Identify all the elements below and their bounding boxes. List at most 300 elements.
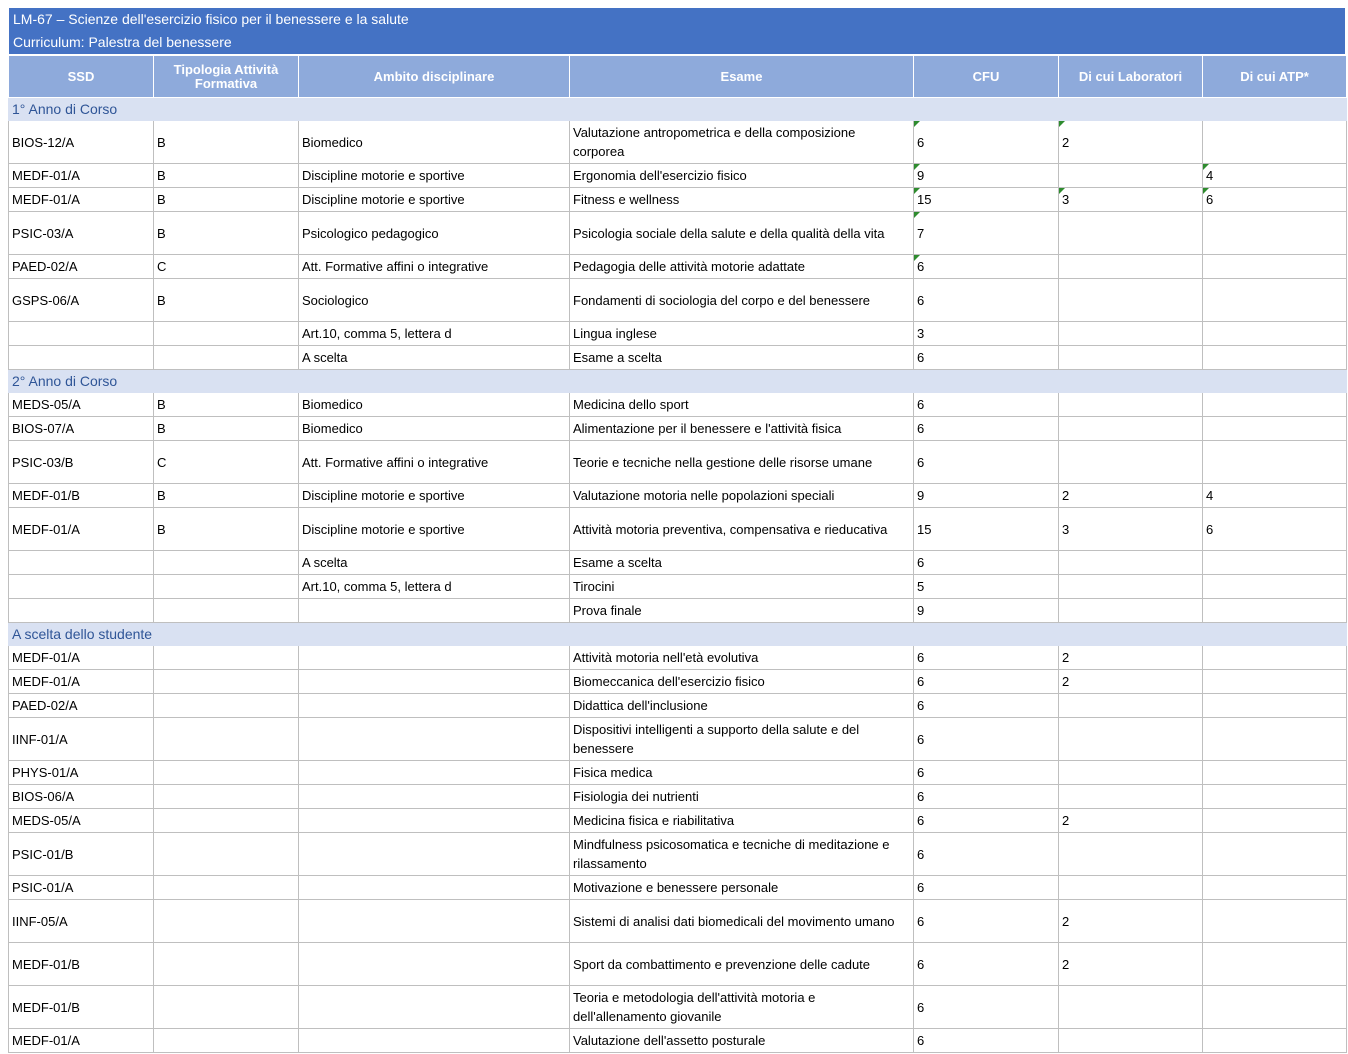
cfu-cell[interactable]: [914, 599, 1059, 623]
ssd-cell[interactable]: [9, 809, 154, 833]
esame-value: Valutazione antropometrica e della composizione corporea: [573, 125, 856, 159]
ambito-value: Att. Formative affini o integrative: [302, 259, 489, 274]
ambito-cell[interactable]: [299, 164, 570, 188]
ssd-cell[interactable]: [9, 599, 154, 623]
atp-cell[interactable]: [1203, 121, 1347, 164]
sheet-title: LM-67 – Scienze dell'esercizio fisico per il benessere e la salute: [13, 11, 409, 27]
tipologia-value: B: [157, 488, 166, 503]
ambito-value: Discipline motorie e sportive: [302, 521, 465, 537]
atp-cell[interactable]: [1203, 441, 1347, 484]
atp-cell[interactable]: [1203, 212, 1347, 255]
esame-cell[interactable]: [570, 809, 914, 833]
atp-cell[interactable]: [1203, 694, 1347, 718]
table-row: [9, 833, 1347, 876]
atp-cell[interactable]: [1203, 575, 1347, 599]
table-row: [9, 718, 1347, 761]
cfu-value: 6: [917, 731, 925, 747]
header-row: [9, 56, 1347, 98]
header-cfu[interactable]: CFU: [914, 56, 1059, 98]
tipologia-cell[interactable]: [154, 484, 299, 508]
laboratori-cell[interactable]: [1059, 212, 1203, 255]
ambito-cell[interactable]: [299, 575, 570, 599]
laboratori-cell[interactable]: [1059, 417, 1203, 441]
ambito-cell[interactable]: [299, 900, 570, 943]
atp-cell[interactable]: [1203, 599, 1347, 623]
tipologia-cell[interactable]: [154, 1029, 299, 1053]
esame-cell[interactable]: [570, 121, 914, 164]
ambito-cell[interactable]: [299, 833, 570, 876]
ssd-cell[interactable]: [9, 484, 154, 508]
ambito-value: Psicologico pedagogico: [302, 225, 439, 241]
laboratori-cell[interactable]: [1059, 646, 1203, 670]
cfu-cell[interactable]: [914, 508, 1059, 551]
laboratori-value: 2: [1062, 650, 1070, 665]
laboratori-cell[interactable]: [1059, 761, 1203, 785]
cfu-cell[interactable]: [914, 646, 1059, 670]
cfu-cell[interactable]: [914, 441, 1059, 484]
cfu-cell[interactable]: [914, 346, 1059, 370]
tipologia-cell[interactable]: [154, 785, 299, 809]
ambito-value: Discipline motorie e sportive: [302, 192, 465, 207]
tipologia-cell[interactable]: [154, 646, 299, 670]
tipologia-cell[interactable]: [154, 164, 299, 188]
ssd-value: PSIC-01/A: [12, 880, 74, 895]
ssd-cell[interactable]: [9, 121, 154, 164]
atp-cell[interactable]: [1203, 484, 1347, 508]
cfu-cell[interactable]: [914, 188, 1059, 212]
cfu-cell[interactable]: [914, 986, 1059, 1029]
cfu-cell[interactable]: [914, 1029, 1059, 1053]
comment-indicator-icon[interactable]: [914, 255, 920, 261]
esame-cell[interactable]: [570, 188, 914, 212]
esame-cell[interactable]: [570, 761, 914, 785]
ambito-cell[interactable]: [299, 694, 570, 718]
header-laboratori[interactable]: Di cui Laboratori: [1059, 56, 1203, 98]
ambito-value: Art.10, comma 5, lettera d: [302, 326, 452, 341]
esame-value: Esame a scelta: [573, 350, 662, 365]
laboratori-value: 2: [1062, 813, 1070, 828]
tipologia-value: B: [157, 168, 166, 183]
ssd-cell[interactable]: [9, 1029, 154, 1053]
esame-cell[interactable]: [570, 417, 914, 441]
comment-indicator-icon[interactable]: [914, 188, 920, 194]
ssd-value: MEDF-01/B: [12, 999, 80, 1015]
ssd-cell[interactable]: [9, 551, 154, 575]
ambito-cell[interactable]: [299, 809, 570, 833]
esame-value: Pedagogia delle attività motorie adattate: [573, 259, 805, 274]
ssd-cell[interactable]: [9, 833, 154, 876]
cfu-value: 6: [917, 1033, 925, 1048]
laboratori-cell[interactable]: [1059, 393, 1203, 417]
atp-cell[interactable]: [1203, 670, 1347, 694]
table-row: [9, 322, 1347, 346]
cfu-cell[interactable]: [914, 121, 1059, 164]
cfu-cell[interactable]: [914, 279, 1059, 322]
esame-cell[interactable]: [570, 599, 914, 623]
atp-cell[interactable]: [1203, 943, 1347, 986]
tipologia-cell[interactable]: [154, 121, 299, 164]
esame-value: Tirocini: [573, 579, 615, 594]
cfu-cell[interactable]: [914, 833, 1059, 876]
comment-indicator-icon[interactable]: [1203, 188, 1209, 194]
esame-cell[interactable]: [570, 279, 914, 322]
cfu-cell[interactable]: [914, 551, 1059, 575]
esame-cell[interactable]: [570, 551, 914, 575]
ssd-cell[interactable]: [9, 255, 154, 279]
table-row: [9, 670, 1347, 694]
table-row: [9, 761, 1347, 785]
section-row: [9, 623, 1347, 646]
ambito-cell[interactable]: [299, 876, 570, 900]
ambito-cell[interactable]: [299, 188, 570, 212]
esame-cell[interactable]: [570, 646, 914, 670]
ssd-cell[interactable]: [9, 393, 154, 417]
table-row: [9, 508, 1347, 551]
ssd-cell[interactable]: [9, 164, 154, 188]
atp-cell[interactable]: [1203, 785, 1347, 809]
header-ssd[interactable]: SSD: [9, 56, 154, 98]
laboratori-cell[interactable]: [1059, 785, 1203, 809]
laboratori-cell[interactable]: [1059, 255, 1203, 279]
atp-cell[interactable]: [1203, 551, 1347, 575]
cfu-value: 6: [917, 650, 925, 665]
ssd-value: MEDF-01/A: [12, 192, 80, 207]
ssd-cell[interactable]: [9, 694, 154, 718]
atp-cell[interactable]: [1203, 393, 1347, 417]
cfu-cell[interactable]: [914, 761, 1059, 785]
tipologia-cell[interactable]: [154, 322, 299, 346]
laboratori-cell[interactable]: [1059, 484, 1203, 508]
tipologia-cell[interactable]: [154, 833, 299, 876]
esame-value: Sport da combattimento e prevenzione delle cadute: [573, 956, 871, 972]
laboratori-cell[interactable]: [1059, 188, 1203, 212]
ssd-cell[interactable]: [9, 876, 154, 900]
cfu-cell[interactable]: [914, 900, 1059, 943]
ambito-cell[interactable]: [299, 599, 570, 623]
ambito-cell[interactable]: [299, 121, 570, 164]
table-row: [9, 785, 1347, 809]
section-label[interactable]: 2° Anno di Corso: [9, 370, 1347, 393]
ambito-cell[interactable]: [299, 322, 570, 346]
esame-cell[interactable]: [570, 212, 914, 255]
cfu-cell[interactable]: [914, 670, 1059, 694]
ambito-cell[interactable]: [299, 986, 570, 1029]
laboratori-cell[interactable]: [1059, 575, 1203, 599]
ambito-value: Att. Formative affini o integrative: [302, 454, 489, 470]
laboratori-cell[interactable]: [1059, 551, 1203, 575]
header-tipologia[interactable]: Tipologia Attività Formativa: [154, 56, 299, 98]
cfu-cell[interactable]: [914, 575, 1059, 599]
atp-cell[interactable]: [1203, 322, 1347, 346]
ssd-cell[interactable]: [9, 785, 154, 809]
tipologia-cell[interactable]: [154, 188, 299, 212]
table-row: [9, 943, 1347, 986]
esame-value: Teoria e metodologia dell'attività motoria e dell'allenamento giovanile: [573, 990, 816, 1024]
atp-cell[interactable]: [1203, 761, 1347, 785]
section-label[interactable]: 1° Anno di Corso: [9, 98, 1347, 121]
tipologia-cell[interactable]: [154, 393, 299, 417]
tipologia-value: B: [157, 134, 166, 150]
laboratori-cell[interactable]: [1059, 599, 1203, 623]
ssd-cell[interactable]: [9, 943, 154, 986]
tipologia-cell[interactable]: [154, 346, 299, 370]
esame-cell[interactable]: [570, 1029, 914, 1053]
ssd-cell[interactable]: [9, 900, 154, 943]
esame-cell[interactable]: [570, 986, 914, 1029]
comment-indicator-icon[interactable]: [914, 164, 920, 170]
atp-cell[interactable]: [1203, 346, 1347, 370]
cfu-cell[interactable]: [914, 809, 1059, 833]
ambito-cell[interactable]: [299, 346, 570, 370]
ambito-cell[interactable]: [299, 646, 570, 670]
comment-indicator-icon[interactable]: [914, 121, 920, 127]
ssd-cell[interactable]: [9, 761, 154, 785]
cfu-cell[interactable]: [914, 694, 1059, 718]
cfu-cell[interactable]: [914, 876, 1059, 900]
ssd-cell[interactable]: [9, 441, 154, 484]
table-row: [9, 188, 1347, 212]
laboratori-cell[interactable]: [1059, 164, 1203, 188]
cfu-value: 6: [917, 956, 925, 972]
ssd-value: MEDF-01/B: [12, 488, 80, 503]
atp-cell[interactable]: [1203, 646, 1347, 670]
esame-cell[interactable]: [570, 900, 914, 943]
atp-cell[interactable]: [1203, 718, 1347, 761]
esame-cell[interactable]: [570, 441, 914, 484]
tipologia-value: B: [157, 421, 166, 436]
esame-value: Psicologia sociale della salute e della qualità della vita: [573, 225, 885, 241]
ssd-cell[interactable]: [9, 986, 154, 1029]
cfu-value: 6: [917, 913, 925, 929]
tipologia-cell[interactable]: [154, 212, 299, 255]
ssd-cell[interactable]: [9, 279, 154, 322]
ambito-cell[interactable]: [299, 718, 570, 761]
ssd-cell[interactable]: [9, 322, 154, 346]
laboratori-cell[interactable]: [1059, 876, 1203, 900]
tipologia-cell[interactable]: [154, 694, 299, 718]
header-ambito[interactable]: Ambito disciplinare: [299, 56, 570, 98]
cfu-value: 6: [917, 350, 925, 365]
ssd-cell[interactable]: [9, 718, 154, 761]
atp-cell[interactable]: [1203, 833, 1347, 876]
ambito-cell[interactable]: [299, 393, 570, 417]
ambito-cell[interactable]: [299, 212, 570, 255]
cfu-cell[interactable]: [914, 785, 1059, 809]
cfu-value: 3: [917, 326, 925, 341]
cfu-value: 6: [917, 880, 925, 895]
ssd-cell[interactable]: [9, 670, 154, 694]
ssd-value: MEDF-01/A: [12, 674, 80, 689]
tipologia-cell[interactable]: [154, 279, 299, 322]
cfu-cell[interactable]: [914, 417, 1059, 441]
tipologia-cell[interactable]: [154, 551, 299, 575]
atp-cell[interactable]: [1203, 508, 1347, 551]
esame-cell[interactable]: [570, 164, 914, 188]
tipologia-cell[interactable]: [154, 441, 299, 484]
ambito-value: Discipline motorie e sportive: [302, 488, 465, 503]
comment-indicator-icon[interactable]: [1059, 188, 1065, 194]
header-esame[interactable]: Esame: [570, 56, 914, 98]
cfu-cell[interactable]: [914, 322, 1059, 346]
ambito-value: A scelta: [302, 350, 348, 365]
tipologia-cell[interactable]: [154, 255, 299, 279]
esame-cell[interactable]: [570, 833, 914, 876]
esame-cell[interactable]: [570, 876, 914, 900]
cfu-cell[interactable]: [914, 393, 1059, 417]
cfu-cell[interactable]: [914, 943, 1059, 986]
atp-cell[interactable]: [1203, 900, 1347, 943]
ssd-cell[interactable]: [9, 575, 154, 599]
cfu-value: 6: [917, 421, 925, 436]
laboratori-value: 2: [1062, 913, 1070, 929]
esame-cell[interactable]: [570, 255, 914, 279]
tipologia-cell[interactable]: [154, 809, 299, 833]
atp-value: 6: [1206, 521, 1214, 537]
esame-value: Fisica medica: [573, 765, 653, 780]
tipologia-value: B: [157, 292, 166, 308]
esame-value: Motivazione e benessere personale: [573, 880, 779, 895]
spreadsheet: [8, 7, 1346, 1053]
ssd-cell[interactable]: [9, 417, 154, 441]
laboratori-cell[interactable]: [1059, 508, 1203, 551]
tipologia-cell[interactable]: [154, 718, 299, 761]
esame-cell[interactable]: [570, 718, 914, 761]
laboratori-cell[interactable]: [1059, 346, 1203, 370]
ambito-cell[interactable]: [299, 670, 570, 694]
laboratori-cell[interactable]: [1059, 694, 1203, 718]
ssd-cell[interactable]: [9, 188, 154, 212]
ssd-cell[interactable]: [9, 646, 154, 670]
cfu-cell[interactable]: [914, 255, 1059, 279]
cfu-cell[interactable]: [914, 212, 1059, 255]
ambito-value: Biomedico: [302, 134, 363, 150]
esame-cell[interactable]: [570, 785, 914, 809]
tipologia-cell[interactable]: [154, 986, 299, 1029]
laboratori-cell[interactable]: [1059, 441, 1203, 484]
laboratori-cell[interactable]: [1059, 809, 1203, 833]
atp-value: 6: [1206, 192, 1214, 207]
laboratori-cell[interactable]: [1059, 121, 1203, 164]
esame-cell[interactable]: [570, 346, 914, 370]
ambito-cell[interactable]: [299, 484, 570, 508]
laboratori-value: 2: [1062, 488, 1070, 503]
tipologia-cell[interactable]: [154, 599, 299, 623]
ssd-value: MEDS-05/A: [12, 813, 81, 828]
esame-cell[interactable]: [570, 943, 914, 986]
atp-cell[interactable]: [1203, 876, 1347, 900]
ambito-cell[interactable]: [299, 441, 570, 484]
esame-value: Attività motoria preventiva, compensativa e rieducativa: [573, 521, 888, 537]
tipologia-cell[interactable]: [154, 761, 299, 785]
esame-value: Ergonomia dell'esercizio fisico: [573, 168, 747, 183]
cfu-cell[interactable]: [914, 164, 1059, 188]
ambito-value: Sociologico: [302, 292, 369, 308]
laboratori-cell[interactable]: [1059, 322, 1203, 346]
ambito-cell[interactable]: [299, 279, 570, 322]
ambito-cell[interactable]: [299, 551, 570, 575]
atp-cell[interactable]: [1203, 164, 1347, 188]
laboratori-value: 3: [1062, 521, 1070, 537]
header-atp[interactable]: Di cui ATP*: [1203, 56, 1347, 98]
atp-cell[interactable]: [1203, 809, 1347, 833]
table-row: [9, 417, 1347, 441]
table-row: [9, 164, 1347, 188]
esame-cell[interactable]: [570, 484, 914, 508]
atp-value: 4: [1206, 488, 1214, 503]
esame-cell[interactable]: [570, 575, 914, 599]
ambito-cell[interactable]: [299, 417, 570, 441]
atp-cell[interactable]: [1203, 188, 1347, 212]
ambito-cell[interactable]: [299, 255, 570, 279]
ssd-value: PSIC-01/B: [12, 846, 74, 862]
tipologia-cell[interactable]: [154, 900, 299, 943]
laboratori-cell[interactable]: [1059, 943, 1203, 986]
tipologia-cell[interactable]: [154, 417, 299, 441]
table-row: [9, 484, 1347, 508]
comment-indicator-icon[interactable]: [1203, 164, 1209, 170]
cfu-value: 15: [917, 192, 932, 207]
esame-cell[interactable]: [570, 694, 914, 718]
laboratori-cell[interactable]: [1059, 833, 1203, 876]
cfu-value: 9: [917, 488, 925, 503]
cfu-value: 6: [917, 999, 925, 1015]
cfu-cell[interactable]: [914, 718, 1059, 761]
laboratori-cell[interactable]: [1059, 900, 1203, 943]
esame-value: Sistemi di analisi dati biomedicali del movimento umano: [573, 913, 895, 929]
table-row: [9, 212, 1347, 255]
ssd-value: PAED-02/A: [12, 698, 78, 713]
ssd-value: IINF-01/A: [12, 731, 68, 747]
tipologia-cell[interactable]: [154, 876, 299, 900]
tipologia-cell[interactable]: [154, 508, 299, 551]
comment-indicator-icon[interactable]: [914, 212, 920, 218]
ssd-cell[interactable]: [9, 508, 154, 551]
tipologia-cell[interactable]: [154, 943, 299, 986]
ambito-cell[interactable]: [299, 943, 570, 986]
atp-cell[interactable]: [1203, 279, 1347, 322]
esame-cell[interactable]: [570, 393, 914, 417]
esame-cell[interactable]: [570, 670, 914, 694]
laboratori-cell[interactable]: [1059, 986, 1203, 1029]
section-label[interactable]: A scelta dello studente: [9, 623, 1347, 646]
comment-indicator-icon[interactable]: [1059, 121, 1065, 127]
atp-cell[interactable]: [1203, 1029, 1347, 1053]
laboratori-cell[interactable]: [1059, 718, 1203, 761]
atp-cell[interactable]: [1203, 255, 1347, 279]
tipologia-value: C: [157, 259, 167, 274]
esame-cell[interactable]: [570, 322, 914, 346]
tipologia-value: C: [157, 454, 167, 470]
laboratori-cell[interactable]: [1059, 1029, 1203, 1053]
atp-cell[interactable]: [1203, 417, 1347, 441]
atp-cell[interactable]: [1203, 986, 1347, 1029]
ambito-cell[interactable]: [299, 761, 570, 785]
tipologia-cell[interactable]: [154, 575, 299, 599]
ambito-cell[interactable]: [299, 508, 570, 551]
ambito-cell[interactable]: [299, 1029, 570, 1053]
esame-cell[interactable]: [570, 508, 914, 551]
ssd-cell[interactable]: [9, 346, 154, 370]
tipologia-cell[interactable]: [154, 670, 299, 694]
laboratori-cell[interactable]: [1059, 279, 1203, 322]
ambito-cell[interactable]: [299, 785, 570, 809]
cfu-value: 6: [917, 555, 925, 570]
laboratori-cell[interactable]: [1059, 670, 1203, 694]
ssd-value: GSPS-06/A: [12, 292, 80, 308]
cfu-cell[interactable]: [914, 484, 1059, 508]
ssd-cell[interactable]: [9, 212, 154, 255]
ssd-value: MEDF-01/B: [12, 956, 80, 972]
